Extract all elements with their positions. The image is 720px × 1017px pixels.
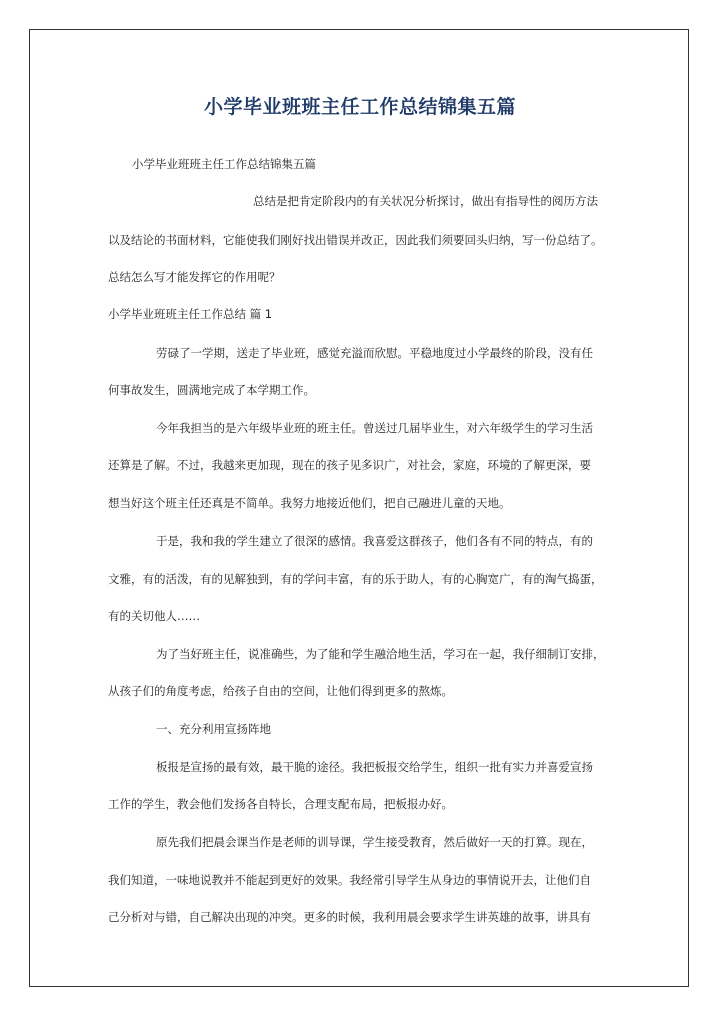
body-line: 为了当好班主任，说准确些，为了能和学生融洽地生活，学习在一起，我仔细制订安排， (156, 647, 605, 661)
body-line: 工作的学生，教会他们发扬各自特长，合理支配布局，把板报办好。 (108, 797, 453, 811)
body-line: 原先我们把晨会课当作是老师的训导课，学生接受教育，然后做好一天的打算。现在， (156, 835, 593, 849)
body-line: 还算是了解。不过，我越来更加现，现在的孩子见多识广，对社会，家庭，环境的了解更深，要 (108, 458, 591, 472)
body-line: 劳碌了一学期，送走了毕业班，感觉充溢而欣慰。平稳地度过小学最终的阶段，没有任 (156, 346, 593, 360)
subsection-heading: 一、充分利用宣扬阵地 (156, 722, 271, 736)
intro-line-3: 总结怎么写才能发挥它的作用呢？ (108, 270, 281, 284)
intro-line-2: 以及结论的书面材料，它能使我们刚好找出错误并改正，因此我们须要回头归纳，写一份总结了。 (108, 233, 603, 247)
body-line: 有的关切他人…… (108, 609, 200, 623)
body-line: 我们知道，一味地说教并不能起到更好的效果。我经常引导学生从身边的事情说开去，让他们自 (108, 873, 591, 887)
subtitle-line: 小学毕业班班主任工作总结锦集五篇 (132, 157, 316, 171)
body-line: 想当好这个班主任还真是不简单。我努力地接近他们，把自己融进儿童的天地。 (108, 496, 511, 510)
document-title: 小学毕业班班主任工作总结锦集五篇 (203, 96, 516, 118)
body-line: 何事故发生，圆满地完成了本学期工作。 (108, 383, 315, 397)
body-line: 于是，我和我的学生建立了很深的感情。我喜爱这群孩子，他们各有不同的特点，有的 (156, 534, 593, 548)
body-line: 从孩子们的角度考虑，给孩子自由的空间，让他们得到更多的熬炼。 (108, 684, 453, 698)
body-line: 今年我担当的是六年级毕业班的班主任。曾送过几届毕业生，对六年级学生的学习生活 (156, 421, 593, 435)
body-line: 己分析对与错，自己解决出现的冲突。更多的时候，我利用晨会要求学生讲英雄的故事，讲具有 (108, 910, 591, 924)
intro-line-1: 总结是把肯定阶段内的有关状况分析探讨，做出有指导性的阅历方法 (253, 194, 598, 208)
body-line: 板报是宣扬的最有效，最干脆的途径。我把板报交给学生，组织一批有实力并喜爱宣扬 (156, 760, 593, 774)
section-heading-1: 小学毕业班班主任工作总结 篇 1 (108, 307, 273, 321)
body-line: 文雅，有的活泼，有的见解独到，有的学问丰富，有的乐于助人，有的心胸宽广，有的淘气捣蛋， (108, 572, 603, 586)
